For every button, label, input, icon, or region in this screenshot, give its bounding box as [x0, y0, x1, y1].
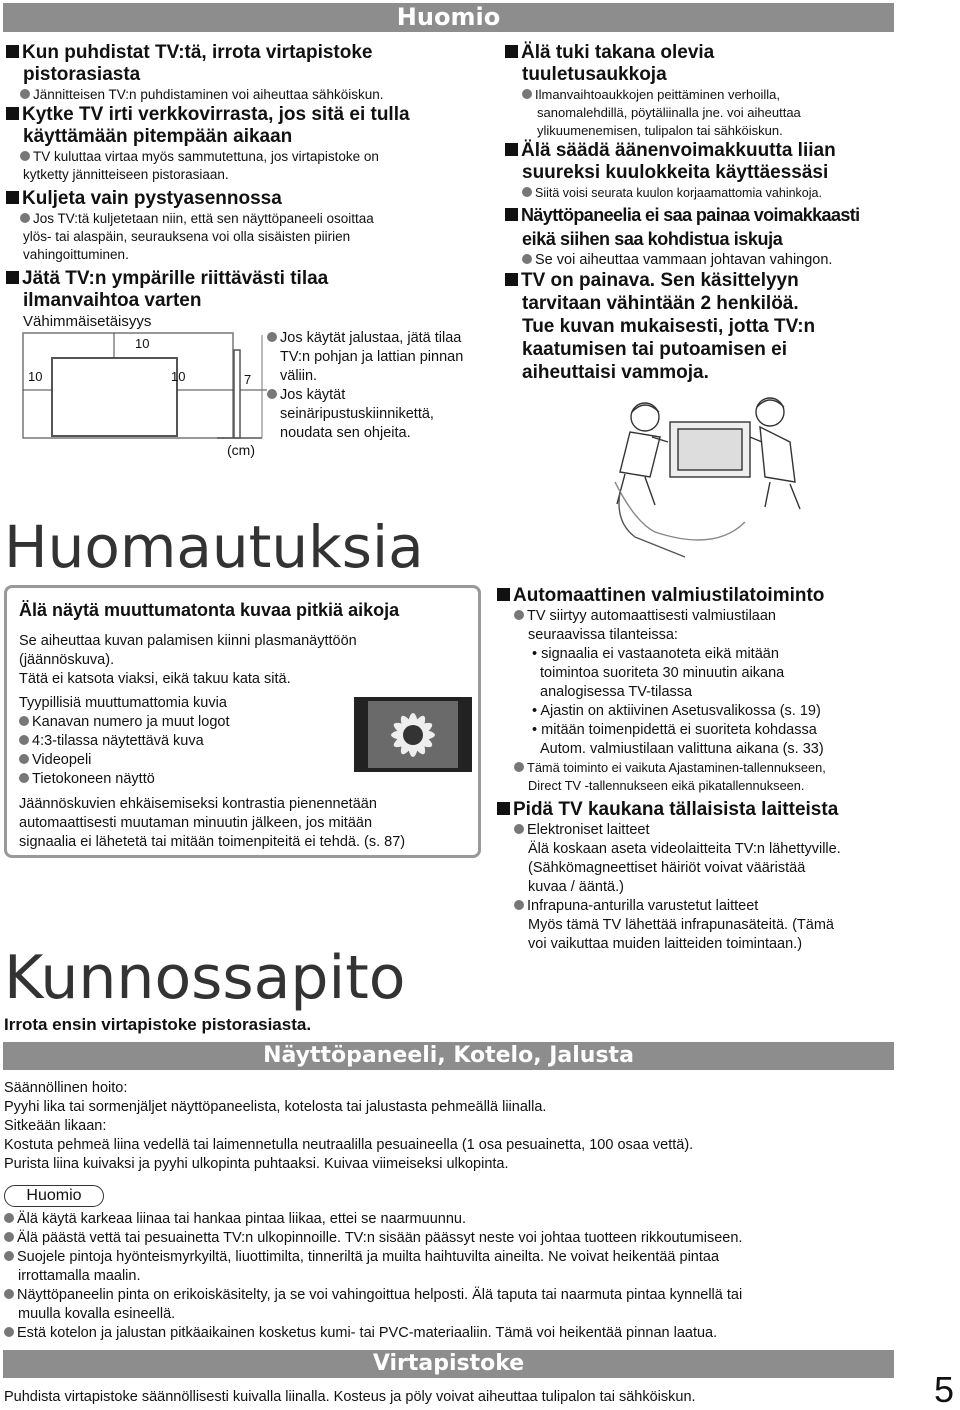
text-line: Elektroniset laitteet	[527, 822, 650, 838]
left-column	[6, 42, 496, 331]
text-line: Jos käytät	[280, 387, 346, 403]
text-line: Purista liina kuivaksi ja pyyhi ulkopinta puhtaaksi. Kuivaa viimeiseksi ulkopinta.	[4, 1156, 509, 1172]
bullet-icon	[4, 1213, 14, 1223]
bullet-icon	[19, 754, 29, 764]
text-line: Kostuta pehmeä liina vedellä tai laimennetulla neutraalilla pesuaineella (1 osa pesuainetta, 100 osaa vettä).	[4, 1137, 694, 1153]
text-line: signaalia ei lähetetä tai mitään toimenpiteitä ei tehdä. (s. 87)	[19, 834, 406, 850]
text-line: TV siirtyy automaattisesti valmiustilaan	[527, 608, 776, 624]
text-line: analogisessa TV-tilassa	[540, 684, 693, 700]
auto-standby-section: Automaattinen valmiustilatoiminto TV siirtyy automaattisesti valmiustilaan seuraavissa tilanteissa: • signaalia ei vastaanoteta eikä mitään toimintoa suoriteta 30 minuutin aikana analogisessa TV-tilassa • Ajastin on aktiivinen Asetusvalikossa (s. 19) • mitään toimenpidettä ei suoriteta kohdassa Autom. valmiustilaan valittuna aikana (s. 33) Tämä toiminto ei vaikuta Ajastaminen-tallennukseen, Direct TV -tallennukseen eikä pikatallennukseen. Pidä TV kaukana tällaisista laitteista Elektroniset laitteet Älä koskaan aseta videolaitteita TV:n lähettyville. (Sähkömagneettiset häiriöt voivat vääristää kuvaa / ääntä.) Infrapuna-anturilla varustetut laitteet Myös tämä TV lähettää infrapunasäteitä. (Tämä voi vaikuttaa muiden laitteiden toimintaan.)	[497, 585, 917, 954]
bullet-icon	[20, 213, 30, 223]
list-item: 4:3-tilassa näytettävä kuva	[32, 733, 204, 749]
text-line: muulla kovalla esineellä.	[18, 1306, 176, 1322]
kunnossapito-subtitle: Irrota ensin virtapistoke pistorasiasta.	[4, 1015, 312, 1034]
dim-left: 10	[28, 369, 43, 384]
text-line: ylös- tai alaspäin, seurauksena voi olla sisäisten piirien	[23, 229, 351, 244]
text-line: ylikuumenemisen, tulipalon tai sähköiskun.	[537, 123, 783, 138]
bullet-icon	[522, 89, 532, 99]
square-bullet-icon	[505, 208, 518, 221]
huomautuksia-title: Huomautuksia	[4, 513, 424, 581]
text-line: vahingoittuminen.	[23, 247, 129, 262]
text-line: väliin.	[280, 368, 318, 384]
list-item: Estä kotelon ja jalustan pitkäaikainen kosketus kumi- tai PVC-materiaaliin. Tämä voi heikentää pinnan laatua.	[17, 1325, 718, 1341]
text-line: irrottamalla maalin.	[18, 1268, 141, 1284]
text-line: Ajastin on aktiivinen Asetusvalikossa (s. 19)	[540, 703, 821, 719]
min-distance-label: Vähimmäisetäisyys	[23, 313, 152, 330]
list-title: Tyypillisiä muuttumattomia kuvia	[19, 695, 227, 711]
heading-vents: Älä tuki takana olevia	[521, 42, 715, 63]
text-line: Jäännöskuvien ehkäisemiseksi kontrastia pienennetään	[19, 796, 377, 812]
square-bullet-icon	[6, 271, 19, 284]
text-line: Sitkeään likaan:	[4, 1118, 107, 1134]
bullet-icon	[19, 773, 29, 783]
bullet-icon	[4, 1327, 14, 1337]
heading-disconnect: Kytke TV irti verkkovirrasta, jos sitä ei tulla	[22, 104, 410, 125]
heading-heavy-3: Tue kuvan mukaisesti, jotta TV:n	[522, 316, 816, 337]
text-line: Säännöllinen hoito:	[4, 1080, 128, 1096]
dim-side: 7	[244, 372, 252, 387]
carrying-illustration	[600, 392, 850, 562]
heading-volume-2: suureksi kuulokkeita käyttäessäsi	[522, 162, 829, 183]
text-line: Tämä toiminto ei vaikuta Ajastaminen-tallennukseen,	[527, 760, 826, 775]
static-image-box	[4, 585, 481, 858]
heading-unplug: Kun puhdistat TV:tä, irrota virtapistoke	[22, 42, 373, 63]
maintenance-text	[4, 1079, 904, 1174]
text-line: toimintoa suoriteta 30 minuutin aikana	[540, 665, 785, 681]
square-bullet-icon	[6, 45, 19, 58]
list-item: Näyttöpaneelin pinta on erikoiskäsitelty, ja se voi vahingoittua helposti. Älä taputa tai naarmuta pintaa kynnellä tai	[17, 1287, 743, 1303]
bullet-icon	[20, 151, 30, 161]
text-line: Jos käytät jalustaa, jätä tilaa	[280, 330, 462, 346]
text-line: Se aiheuttaa kuvan palamisen kiinni plasmanäyttöön	[19, 633, 357, 649]
text-line: (jäännöskuva).	[19, 652, 115, 668]
text-line: seuraavissa tilanteissa:	[528, 627, 678, 643]
text-line: automaattisesti muutaman minuutin jälkeen, jos mitään	[19, 815, 373, 831]
box-heading: Älä näytä muuttumatonta kuvaa pitkiä aikoja	[19, 600, 400, 620]
bullet-icon	[19, 716, 29, 726]
text-line: mitään toimenpidettä ei suoriteta kohdassa	[541, 722, 817, 738]
list-item: Älä käytä karkeaa liinaa tai hankaa pintaa liikaa, ettei se naarmuunnu.	[17, 1211, 466, 1227]
heading-keep-away: Pidä TV kaukana tällaisista laitteista	[513, 799, 839, 820]
heading-unplug-2: pistorasiasta	[23, 64, 141, 85]
text-line: seinäripustuskiinnikettä,	[280, 406, 434, 422]
bullet-icon	[19, 735, 29, 745]
square-bullet-icon	[497, 802, 510, 815]
text-line: sanomalehdillä, pöytäliinalla jne. voi aiheuttaa	[537, 105, 801, 120]
text-line: (Sähkömagneettiset häiriöt voivat vääristää	[528, 860, 806, 876]
ventilation-notes	[267, 329, 502, 443]
heading-volume: Älä säädä äänenvoimakkuutta liian	[521, 140, 836, 161]
bullet-icon	[4, 1251, 14, 1261]
heading-heavy-2: tarvitaan vähintään 2 henkilöä.	[522, 293, 799, 314]
bullet-icon	[514, 762, 524, 772]
dim-right: 10	[171, 369, 186, 384]
page-number: 5	[934, 1369, 955, 1410]
bullet-icon	[522, 187, 532, 197]
bullet-icon	[267, 332, 277, 342]
right-column	[505, 42, 925, 384]
text-line: kytketty jännitteiseen pistorasiaan.	[23, 167, 229, 182]
square-bullet-icon	[505, 143, 518, 156]
bullet-icon	[514, 610, 524, 620]
text-line: Jännitteisen TV:n puhdistaminen voi aiheuttaa sähköiskun.	[33, 87, 384, 102]
text-line: Autom. valmiustilaan valittuna aikana (s. 33)	[540, 741, 824, 757]
text-line: TV kuluttaa virtaa myös sammutettuna, jos virtapistoke on	[33, 149, 379, 164]
text-line: Jos TV:tä kuljetetaan niin, että sen näyttöpaneeli osoittaa	[33, 211, 374, 226]
bullet-icon	[4, 1289, 14, 1299]
heading-heavy-5: aiheuttaisi vammoja.	[522, 362, 709, 383]
heading-auto-standby: Automaattinen valmiustilatoiminto	[513, 585, 825, 606]
heading-heavy: TV on painava. Sen käsittelyyn	[521, 270, 799, 291]
bullet-icon	[514, 824, 524, 834]
text-line: Direct TV -tallennukseen eikä pikatallennukseen.	[528, 778, 805, 793]
heading-heavy-4: kaatumisen tai putoamisen ei	[522, 339, 788, 360]
text-line: voi vaikuttaa muiden laitteiden toimintaan.)	[528, 936, 803, 952]
heading-disconnect-2: käyttämään pitempään aikaan	[23, 126, 293, 147]
text-line: Se voi aiheuttaa vammaan johtavan vahingon.	[535, 252, 833, 268]
list-item: Tietokoneen näyttö	[32, 771, 155, 787]
square-bullet-icon	[6, 191, 19, 204]
heading-panel-2: eikä siihen saa kohdistua iskuja	[522, 229, 783, 249]
text-line: Älä koskaan aseta videolaitteita TV:n lähettyville.	[528, 841, 841, 857]
caution-list	[4, 1210, 904, 1343]
bullet-icon	[514, 900, 524, 910]
text-line: Infrapuna-anturilla varustetut laitteet	[527, 898, 759, 914]
list-item: Videopeli	[32, 752, 92, 768]
list-item: Älä päästä vettä tai pesuainetta TV:n ulkopinnoille. TV:n sisään päässyt neste voi johtaa tuotteen rikkoutumiseen.	[17, 1230, 743, 1246]
huomio-label: Huomio	[4, 1185, 104, 1207]
unit-label: (cm)	[227, 442, 255, 458]
text-line: Myös tämä TV lähettää infrapunasäteitä. (Tämä	[528, 917, 834, 933]
sunflower-image	[354, 697, 472, 772]
virtapistoke-bar: Virtapistoke	[3, 1350, 894, 1378]
bullet-icon	[4, 1232, 14, 1242]
text-line: Ilmanvaihtoaukkojen peittäminen verhoilla,	[535, 87, 780, 102]
square-bullet-icon	[505, 45, 518, 58]
list-item: Suojele pintoja hyönteismyrkyiltä, liuottimilta, tinneriltä ja muilta haihtuvilta aineilta. Ne voivat heikentää pintaa	[17, 1249, 720, 1265]
heading-panel: Näyttöpaneelia ei saa painaa voimakkaasti	[521, 205, 860, 225]
text-line: TV:n pohjan ja lattian pinnan	[280, 349, 464, 365]
text-line: Siitä voisi seurata kuulon korjaamattomia vahinkoja.	[535, 186, 822, 200]
list-item: Kanavan numero ja muut logot	[32, 714, 230, 730]
text-line: Tätä ei katsota viaksi, eikä takuu kata sitä.	[19, 671, 291, 687]
heading-vents-2: tuuletusaukkoja	[522, 64, 667, 85]
bullet-icon	[20, 89, 30, 99]
square-bullet-icon	[505, 273, 518, 286]
panel-cabinet-stand-bar: Näyttöpaneeli, Kotelo, Jalusta	[3, 1042, 894, 1070]
text-line: signaalia ei vastaanoteta eikä mitään	[541, 646, 779, 662]
plug-text: Puhdista virtapistoke säännöllisesti kuivalla liinalla. Kosteus ja pöly voivat aiheuttaa tulipalon tai sähköiskun.	[4, 1389, 696, 1405]
heading-ventilation: Jätä TV:n ympärille riittävästi tilaa	[22, 268, 329, 289]
bullet-icon	[522, 254, 532, 264]
text-line: kuvaa / ääntä.)	[528, 879, 624, 895]
heading-transport: Kuljeta vain pystyasennossa	[22, 188, 282, 209]
text-line: Pyyhi lika tai sormenjäljet näyttöpaneelista, kotelosta tai jalustasta pehmeällä liinalla.	[4, 1099, 547, 1115]
bullet-icon	[267, 389, 277, 399]
huomio-bar: Huomio	[3, 3, 894, 32]
kunnossapito-title: Kunnossapito	[4, 943, 406, 1013]
text-line: noudata sen ohjeita.	[280, 425, 411, 441]
dim-top: 10	[135, 336, 150, 351]
square-bullet-icon	[497, 588, 510, 601]
heading-ventilation-2: ilmanvaihtoa varten	[23, 290, 202, 311]
square-bullet-icon	[6, 107, 19, 120]
